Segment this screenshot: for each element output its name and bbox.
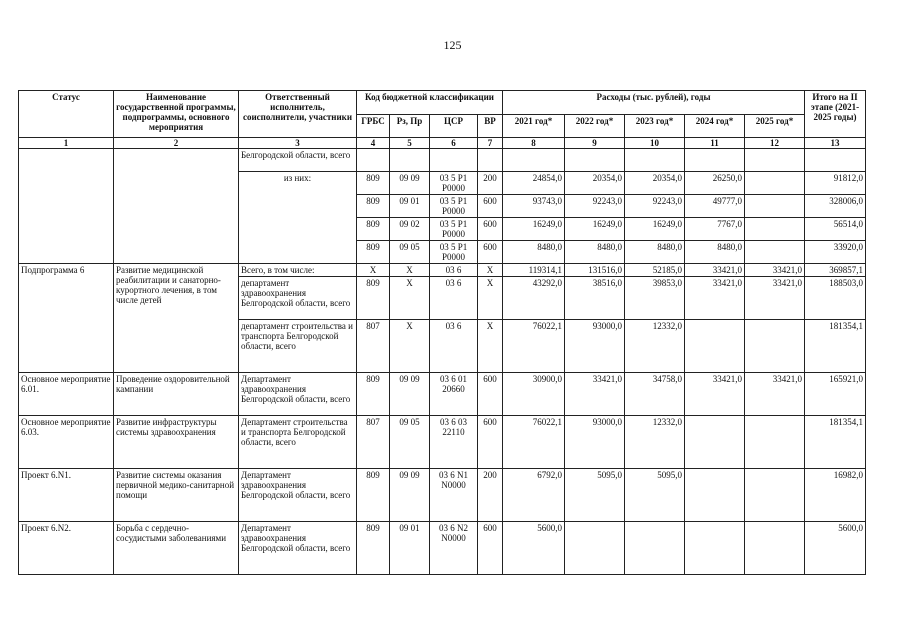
value-cell <box>625 522 685 575</box>
hdr-2025: 2025 год* <box>745 114 805 138</box>
column-number-row <box>19 138 866 149</box>
vr-cell: Х <box>478 264 503 277</box>
value-cell: 131516,0 <box>565 264 625 277</box>
value-cell: 93000,0 <box>565 416 625 469</box>
value-cell <box>685 469 745 522</box>
executor-cell: Департамент здравоохранения Белгородской области, всего <box>239 469 357 522</box>
value-cell <box>745 195 805 218</box>
csr-cell: 03 5 Р1 Р0000 <box>430 172 478 195</box>
hdr-csr: ЦСР <box>430 114 478 138</box>
value-cell: 16249,0 <box>565 218 625 241</box>
name-cell: Развитие инфраструктуры системы здравоохранения <box>114 416 239 469</box>
csr-cell: 03 6 03 22110 <box>430 416 478 469</box>
name-cell: Развитие системы оказания первичной медико-санитарной помощи <box>114 469 239 522</box>
value-cell: 16249,0 <box>625 218 685 241</box>
csr-cell: 03 6 01 20660 <box>430 373 478 416</box>
value-cell: 76022,1 <box>503 320 565 373</box>
value-cell: 5095,0 <box>565 469 625 522</box>
value-cell: 20354,0 <box>565 172 625 195</box>
value-cell: 33421,0 <box>565 373 625 416</box>
value-cell <box>565 522 625 575</box>
value-cell: 6792,0 <box>503 469 565 522</box>
value-cell <box>745 416 805 469</box>
status-cell: Проект 6.N2. <box>19 522 114 575</box>
status-cell: Подпрограмма 6 <box>19 264 114 373</box>
name-cell: Борьба с сердечно-сосудистыми заболеваниями <box>114 522 239 575</box>
vr-cell: 600 <box>478 522 503 575</box>
hdr-2024: 2024 год* <box>685 114 745 138</box>
hdr-code-group: Код бюджетной классификации <box>357 91 503 115</box>
value-cell: 39853,0 <box>625 277 685 320</box>
grbs-cell: 807 <box>357 416 390 469</box>
csr-cell: 03 6 <box>430 320 478 373</box>
col-num: 1 <box>19 138 114 149</box>
value-cell: 93743,0 <box>503 195 565 218</box>
grbs-cell: 807 <box>357 320 390 373</box>
value-cell: 5600,0 <box>503 522 565 575</box>
rzpr-cell: 09 09 <box>390 172 430 195</box>
col-num: 3 <box>239 138 357 149</box>
value-cell: 7767,0 <box>685 218 745 241</box>
hdr-2023: 2023 год* <box>625 114 685 138</box>
value-cell <box>745 469 805 522</box>
col-num: 4 <box>357 138 390 149</box>
value-cell: 12332,0 <box>625 416 685 469</box>
value-cell: 34758,0 <box>625 373 685 416</box>
executor-cell: из них: <box>239 172 357 264</box>
csr-cell: 03 5 Р1 Р0000 <box>430 218 478 241</box>
col-num: 7 <box>478 138 503 149</box>
table-row <box>19 416 866 469</box>
total-cell: 5600,0 <box>805 522 866 575</box>
vr-cell: 200 <box>478 469 503 522</box>
value-cell: 33421,0 <box>685 373 745 416</box>
vr-cell: 600 <box>478 218 503 241</box>
csr-cell: 03 6 <box>430 277 478 320</box>
csr-cell: 03 5 Р1 Р0000 <box>430 195 478 218</box>
rzpr-cell: Х <box>390 264 430 277</box>
value-cell: 12332,0 <box>625 320 685 373</box>
grbs-cell: 809 <box>357 172 390 195</box>
col-num: 8 <box>503 138 565 149</box>
total-cell: 328006,0 <box>805 195 866 218</box>
executor-cell: Всего, в том числе: <box>239 264 357 277</box>
value-cell <box>685 416 745 469</box>
value-cell: 33421,0 <box>685 264 745 277</box>
rzpr-cell: 09 09 <box>390 373 430 416</box>
name-cell <box>114 149 239 264</box>
table-row <box>19 522 866 575</box>
rzpr-cell: Х <box>390 277 430 320</box>
rzpr-cell: 09 01 <box>390 195 430 218</box>
value-cell <box>685 522 745 575</box>
grbs-cell: 809 <box>357 241 390 264</box>
value-cell: 16249,0 <box>503 218 565 241</box>
rzpr-cell: 09 01 <box>390 522 430 575</box>
col-num: 9 <box>565 138 625 149</box>
value-cell: 30900,0 <box>503 373 565 416</box>
hdr-grbs: ГРБС <box>357 114 390 138</box>
value-cell: 93000,0 <box>565 320 625 373</box>
value-cell: 92243,0 <box>565 195 625 218</box>
value-cell <box>745 522 805 575</box>
hdr-2022: 2022 год* <box>565 114 625 138</box>
vr-cell: Х <box>478 320 503 373</box>
col-num: 5 <box>390 138 430 149</box>
hdr-rzpr: Рз, Пр <box>390 114 430 138</box>
vr-cell: Х <box>478 277 503 320</box>
csr-cell: 03 5 Р1 Р0000 <box>430 241 478 264</box>
executor-cell: департамент здравоохранения Белгородской области, всего <box>239 277 357 320</box>
total-cell: 181354,1 <box>805 416 866 469</box>
value-cell: 52185,0 <box>625 264 685 277</box>
total-cell: 91812,0 <box>805 172 866 195</box>
hdr-status: Статус <box>19 91 114 138</box>
csr-cell: 03 6 N2 N0000 <box>430 522 478 575</box>
executor-cell: Департамент здравоохранения Белгородской области, всего <box>239 373 357 416</box>
col-num: 13 <box>805 138 866 149</box>
grbs-cell: Х <box>357 264 390 277</box>
executor-cell: департамент строительства и транспорта Белгородской области, всего <box>239 320 357 373</box>
budget-table <box>18 90 866 575</box>
rzpr-cell: Х <box>390 320 430 373</box>
hdr-expenses-group: Расходы (тыс. рублей), годы <box>503 91 805 115</box>
executor-cell: Белгородской области, всего <box>239 149 357 172</box>
hdr-vr: ВР <box>478 114 503 138</box>
rzpr-cell: 09 02 <box>390 218 430 241</box>
value-cell: 33421,0 <box>745 373 805 416</box>
col-num: 10 <box>625 138 685 149</box>
header-row-1 <box>19 91 866 115</box>
executor-cell: Департамент строительства и транспорта Белгородской области, всего <box>239 416 357 469</box>
value-cell <box>745 172 805 195</box>
value-cell <box>745 218 805 241</box>
total-cell: 16982,0 <box>805 469 866 522</box>
name-cell: Развитие медицинской реабилитации и санаторно-курортного лечения, в том числе детей <box>114 264 239 373</box>
vr-cell: 600 <box>478 241 503 264</box>
value-cell: 5095,0 <box>625 469 685 522</box>
rzpr-cell: 09 05 <box>390 241 430 264</box>
status-cell: Основное мероприятие 6.03. <box>19 416 114 469</box>
value-cell: 119314,1 <box>503 264 565 277</box>
rzpr-cell: 09 09 <box>390 469 430 522</box>
hdr-total: Итого на II этапе (2021-2025 годы) <box>805 91 866 138</box>
value-cell: 38516,0 <box>565 277 625 320</box>
grbs-cell: 809 <box>357 195 390 218</box>
vr-cell: 600 <box>478 416 503 469</box>
hdr-2021: 2021 год* <box>503 114 565 138</box>
value-cell: 33421,0 <box>745 264 805 277</box>
col-num: 12 <box>745 138 805 149</box>
value-cell <box>745 241 805 264</box>
executor-cell: Департамент здравоохранения Белгородской области, всего <box>239 522 357 575</box>
total-cell: 181354,1 <box>805 320 866 373</box>
value-cell: 43292,0 <box>503 277 565 320</box>
hdr-name: Наименование государственной программы, подпрограммы, основного мероприятия <box>114 91 239 138</box>
value-cell <box>685 320 745 373</box>
value-cell: 33421,0 <box>685 277 745 320</box>
vr-cell: 200 <box>478 172 503 195</box>
hdr-executor: Ответственный исполнитель, соисполнители, участники <box>239 91 357 138</box>
table-row <box>19 469 866 522</box>
vr-cell: 600 <box>478 373 503 416</box>
status-cell: Основное мероприятие 6.01. <box>19 373 114 416</box>
value-cell: 92243,0 <box>625 195 685 218</box>
value-cell: 26250,0 <box>685 172 745 195</box>
total-cell: 33920,0 <box>805 241 866 264</box>
csr-cell: 03 6 <box>430 264 478 277</box>
status-cell <box>19 149 114 264</box>
value-cell: 8480,0 <box>503 241 565 264</box>
csr-cell: 03 6 N1 N0000 <box>430 469 478 522</box>
value-cell <box>745 320 805 373</box>
grbs-cell: 809 <box>357 469 390 522</box>
col-num: 2 <box>114 138 239 149</box>
value-cell: 49777,0 <box>685 195 745 218</box>
total-cell: 369857,1 <box>805 264 866 277</box>
grbs-cell: 809 <box>357 373 390 416</box>
value-cell: 8480,0 <box>625 241 685 264</box>
vr-cell: 600 <box>478 195 503 218</box>
rzpr-cell: 09 05 <box>390 416 430 469</box>
total-cell: 165921,0 <box>805 373 866 416</box>
table-row <box>19 373 866 416</box>
value-cell: 20354,0 <box>625 172 685 195</box>
value-cell: 24854,0 <box>503 172 565 195</box>
name-cell: Проведение оздоровительной кампании <box>114 373 239 416</box>
value-cell: 8480,0 <box>685 241 745 264</box>
total-cell: 56514,0 <box>805 218 866 241</box>
page-number: 125 <box>443 38 462 52</box>
grbs-cell: 809 <box>357 277 390 320</box>
total-cell: 188503,0 <box>805 277 866 320</box>
col-num: 11 <box>685 138 745 149</box>
col-num: 6 <box>430 138 478 149</box>
table-row <box>19 149 866 172</box>
value-cell: 76022,1 <box>503 416 565 469</box>
status-cell: Проект 6.N1. <box>19 469 114 522</box>
table-row <box>19 264 866 277</box>
grbs-cell: 809 <box>357 522 390 575</box>
grbs-cell: 809 <box>357 218 390 241</box>
value-cell: 8480,0 <box>565 241 625 264</box>
value-cell: 33421,0 <box>745 277 805 320</box>
